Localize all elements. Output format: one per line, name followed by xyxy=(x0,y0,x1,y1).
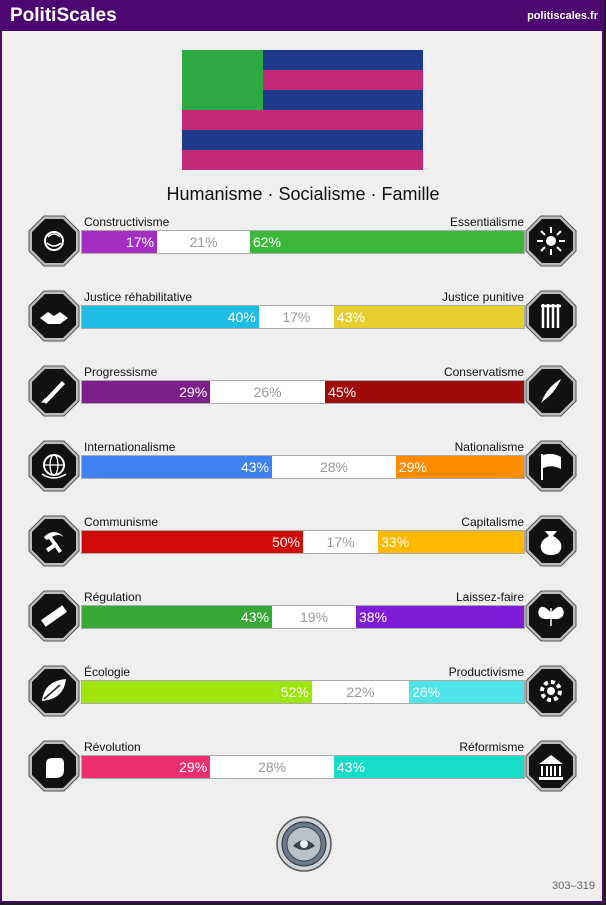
axis-left-segment: 52% xyxy=(82,681,312,703)
axis-right-segment: 38% xyxy=(356,606,524,628)
globe-icon xyxy=(28,440,80,492)
header-bar xyxy=(2,0,604,31)
ruler-icon xyxy=(28,590,80,642)
axis-right-label: Justice punitive xyxy=(441,290,524,304)
axis-right-label: Nationalisme xyxy=(454,440,524,454)
leaf-icon xyxy=(28,665,80,717)
axis-right-label: Conservatisme xyxy=(443,365,524,379)
axis-bar xyxy=(81,380,525,404)
flag-stripe xyxy=(182,130,423,150)
rocket-icon xyxy=(28,365,80,417)
axis-bar xyxy=(81,305,525,329)
sunflower-icon xyxy=(525,215,577,267)
axis-row xyxy=(2,290,604,350)
brand-title[interactable]: PolitiScales xyxy=(10,5,117,26)
axis-bar xyxy=(81,455,525,479)
axis-bar xyxy=(81,680,525,704)
flag-canton xyxy=(182,50,263,110)
ideology-flag xyxy=(182,50,423,170)
axis-right-segment: 29% xyxy=(396,456,524,478)
axis-right-segment: 26% xyxy=(409,681,524,703)
axis-right-segment: 43% xyxy=(334,306,524,328)
axis-bar xyxy=(81,755,525,779)
axis-left-segment: 43% xyxy=(82,606,272,628)
axis-neutral-segment: 26% xyxy=(210,381,325,403)
axis-neutral-segment: 19% xyxy=(272,606,356,628)
axis-left-segment: 40% xyxy=(82,306,259,328)
axis-right-segment: 43% xyxy=(334,756,524,778)
axis-left-label: Régulation xyxy=(84,590,142,604)
axis-neutral-segment: 17% xyxy=(303,531,378,553)
fist-icon xyxy=(28,740,80,792)
axis-right-label: Réformisme xyxy=(459,740,524,754)
axis-left-label: Progressisme xyxy=(84,365,158,379)
axis-right-label: Essentialisme xyxy=(449,215,524,229)
axis-left-label: Écologie xyxy=(84,665,131,679)
parliament-icon xyxy=(525,740,577,792)
axis-neutral-segment: 21% xyxy=(157,231,250,253)
brain-icon xyxy=(28,215,80,267)
axis-neutral-segment: 28% xyxy=(210,756,334,778)
axis-neutral-segment: 28% xyxy=(272,456,396,478)
flag-stripe xyxy=(182,110,423,130)
site-url[interactable]: politiscales.fr xyxy=(527,10,598,22)
question-range: 303–319 xyxy=(552,880,595,892)
axis-bar xyxy=(81,530,525,554)
axis-right-segment: 33% xyxy=(378,531,524,553)
axis-right-label: Productivisme xyxy=(448,665,524,679)
axis-right-label: Laissez-faire xyxy=(455,590,524,604)
axis-left-segment: 17% xyxy=(82,231,157,253)
money-bag-icon xyxy=(525,515,577,567)
axis-row xyxy=(2,665,604,725)
axis-left-segment: 50% xyxy=(82,531,303,553)
axis-left-segment: 29% xyxy=(82,756,210,778)
axis-left-label: Internationalisme xyxy=(84,440,176,454)
axis-right-label: Capitalisme xyxy=(461,515,524,529)
axis-left-label: Constructivisme xyxy=(84,215,170,229)
axis-row xyxy=(2,515,604,575)
axis-neutral-segment: 17% xyxy=(259,306,334,328)
flag-stripe xyxy=(182,150,423,170)
gear-icon xyxy=(525,665,577,717)
prison-bars-icon xyxy=(525,290,577,342)
butterfly-icon xyxy=(525,590,577,642)
axis-neutral-segment: 22% xyxy=(312,681,409,703)
axis-left-label: Révolution xyxy=(84,740,141,754)
axis-row xyxy=(2,215,604,275)
axis-row xyxy=(2,740,604,800)
axis-bar xyxy=(81,230,525,254)
axis-left-label: Justice réhabilitative xyxy=(84,290,193,304)
axis-right-segment: 62% xyxy=(250,231,524,253)
axis-left-label: Communisme xyxy=(84,515,159,529)
seal-icon xyxy=(276,816,332,872)
ideology-slogan: Humanisme · Socialisme · Famille xyxy=(166,184,440,204)
axis-right-segment: 45% xyxy=(325,381,524,403)
axis-bar xyxy=(81,605,525,629)
axis-left-segment: 29% xyxy=(82,381,210,403)
handshake-icon xyxy=(28,290,80,342)
quill-icon xyxy=(525,365,577,417)
flag-icon xyxy=(525,440,577,492)
axis-row xyxy=(2,440,604,500)
axis-row xyxy=(2,590,604,650)
hammer-sickle-icon xyxy=(28,515,80,567)
axis-row xyxy=(2,365,604,425)
axis-left-segment: 43% xyxy=(82,456,272,478)
